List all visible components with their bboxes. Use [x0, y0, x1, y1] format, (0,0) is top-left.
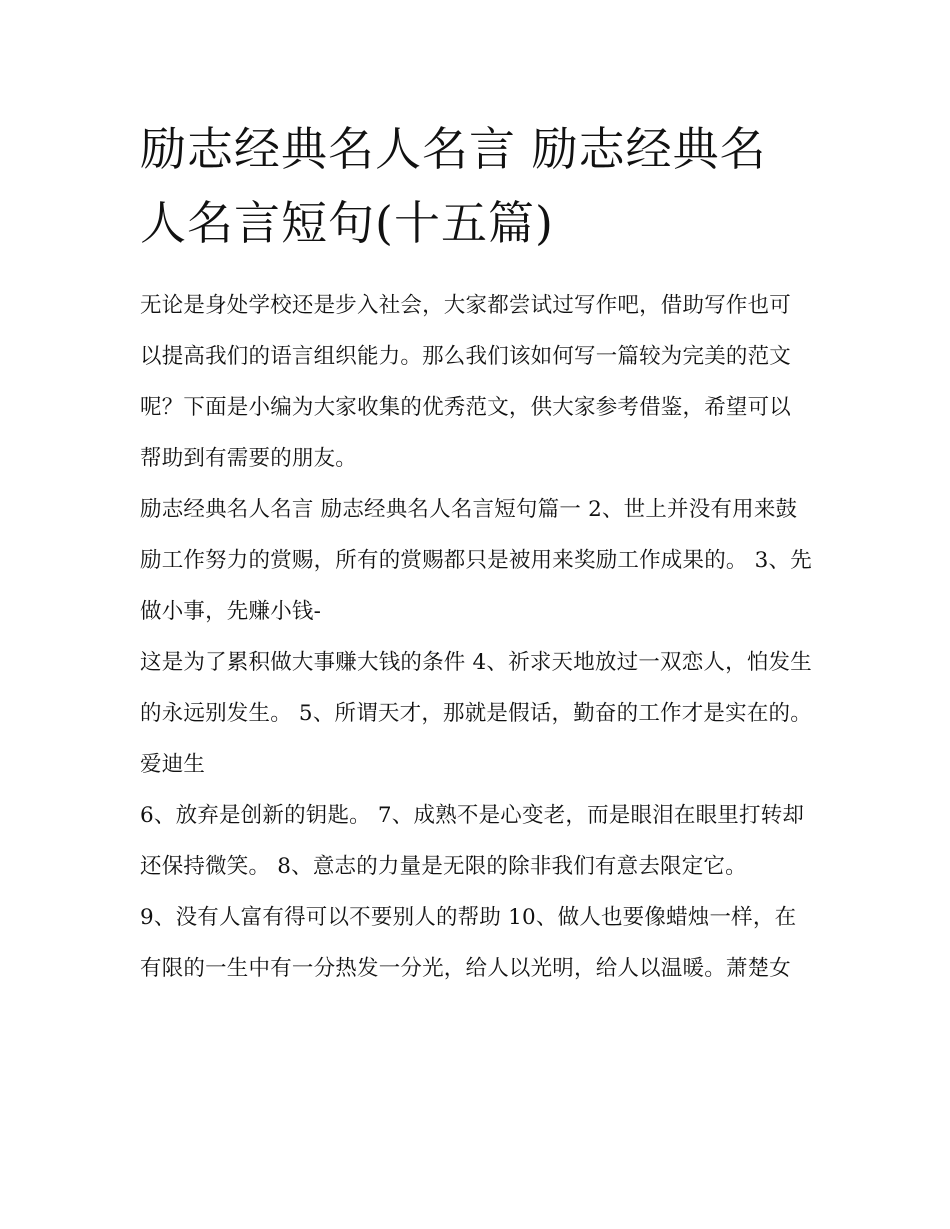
document-title: 励志经典名人名言 励志经典名人名言短句(十五篇) [140, 122, 767, 250]
quote-paragraph-1: 励志经典名人名言 励志经典名人名言短句篇一 2、世上并没有用来鼓励工作努力的赏赐，所有的赏赐都只是被用来奖励工作成果的。 3、先做小事，先赚小钱- [140, 497, 812, 624]
quote-paragraph-4: 9、没有人富有得可以不要别人的帮助 10、做人也要像蜡烛一样，在有限的一生中有一分热发一分光，给人以光明，给人以温暖。萧楚女 [140, 905, 797, 981]
quote-paragraph-2: 这是为了累积做大事赚大钱的条件 4、祈求天地放过一双恋人，怕发生的永远别发生。 5、所谓天才，那就是假话，勤奋的工作才是实在的。爱迪生 [140, 650, 812, 777]
document-content [140, 112, 812, 994]
quote-paragraph-3: 6、放弃是创新的钥匙。 7、成熟不是心变老，而是眼泪在眼里打转却还保持微笑。 8、意志的力量是无限的除非我们有意去限定它。 [140, 803, 805, 879]
intro-paragraph: 无论是身处学校还是步入社会，大家都尝试过写作吧，借助写作也可以提高我们的语言组织能力。那么我们该如何写一篇较为完美的范文呢？下面是小编为大家收集的优秀范文，供大家参考借鉴，希望可以帮助到有需要的朋友。 [140, 293, 792, 471]
document-body [140, 280, 812, 994]
